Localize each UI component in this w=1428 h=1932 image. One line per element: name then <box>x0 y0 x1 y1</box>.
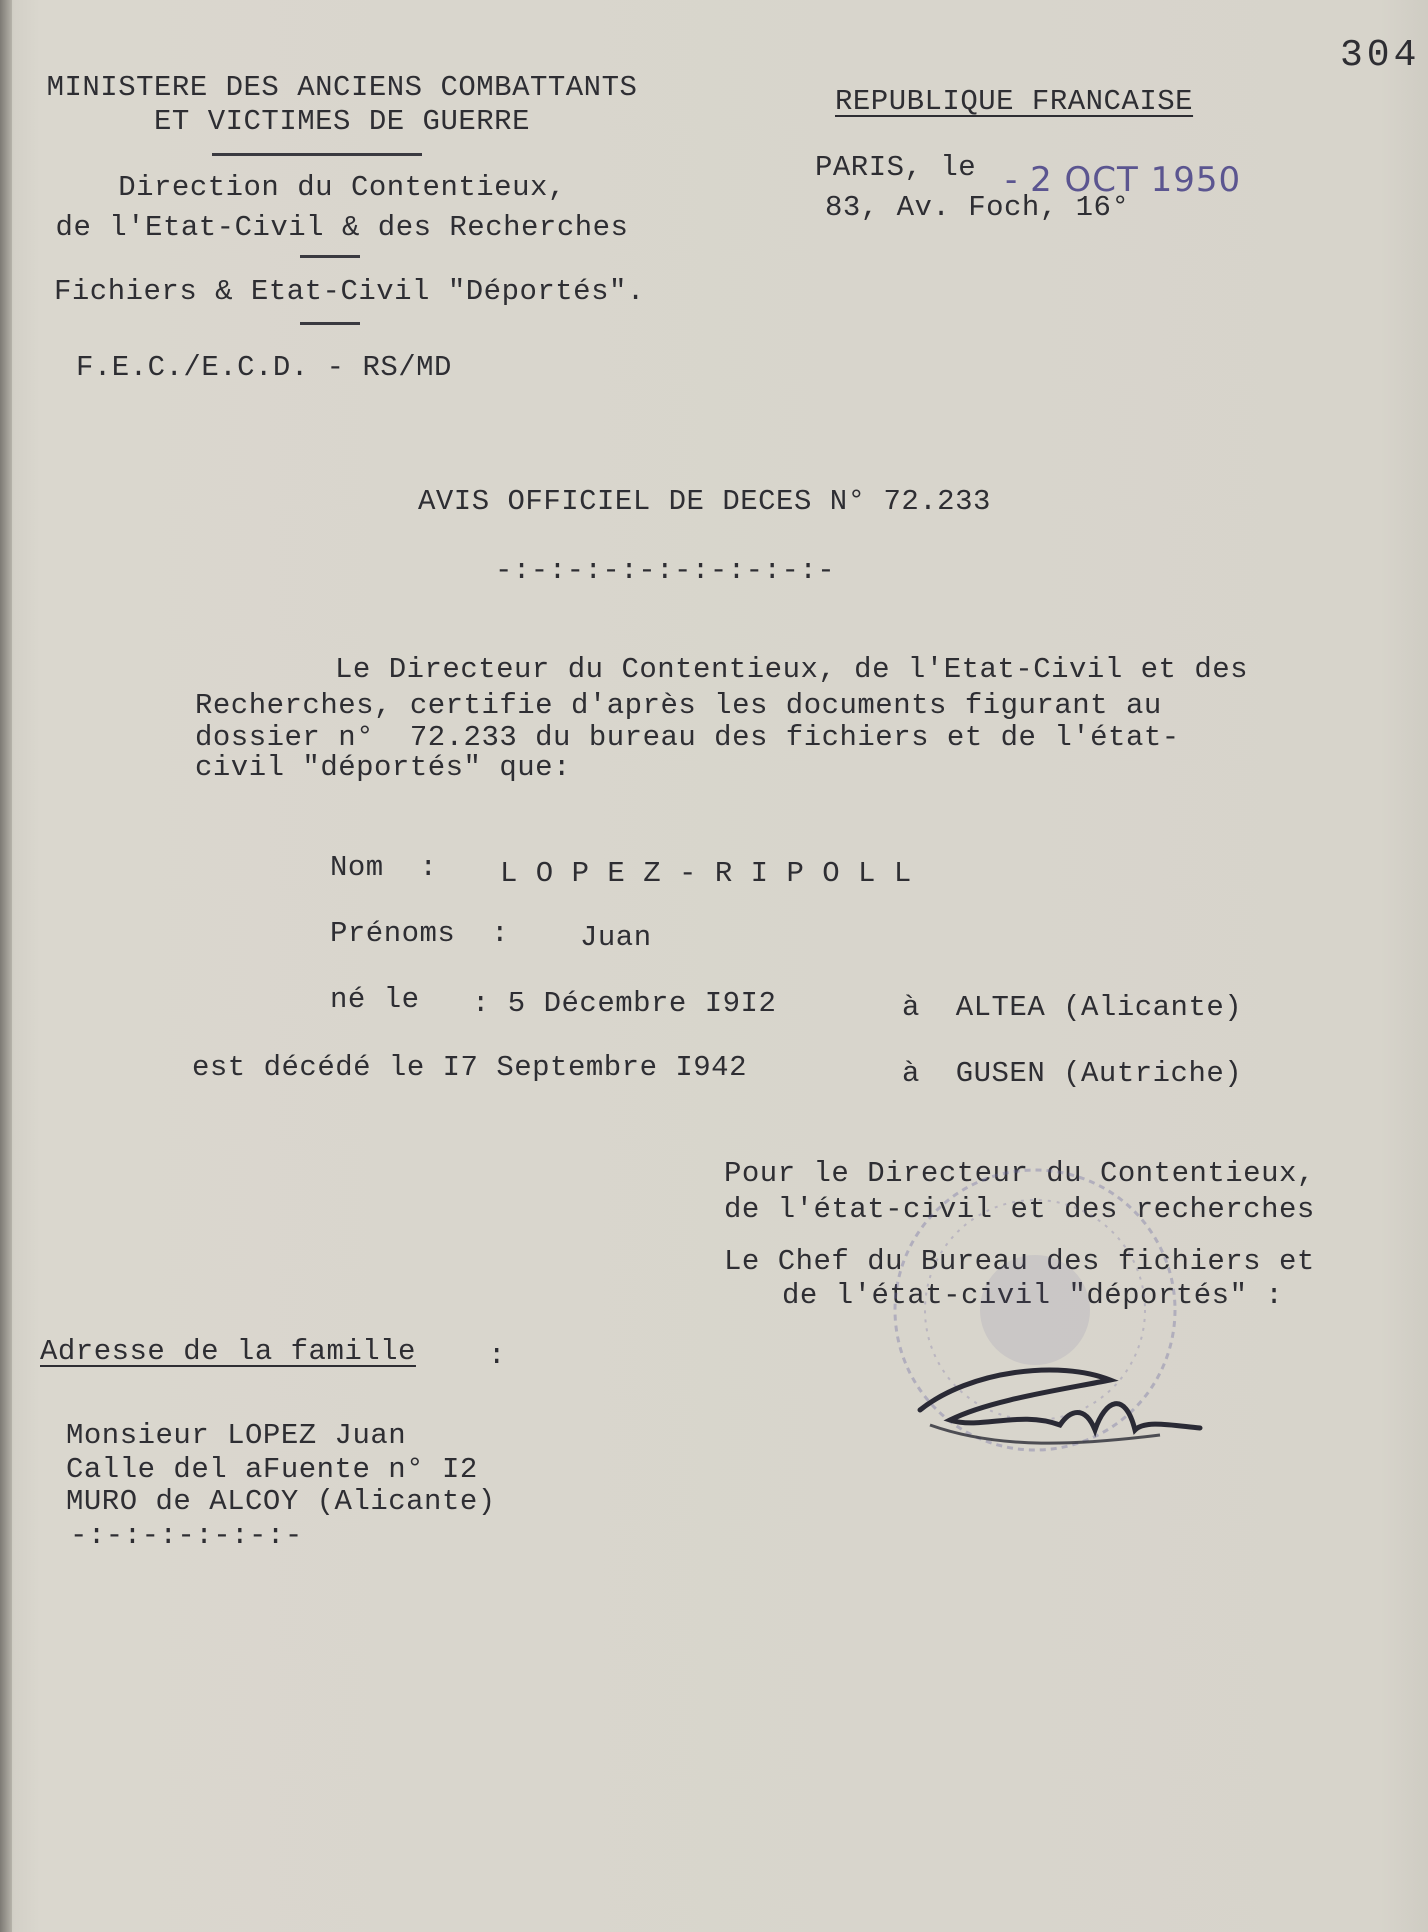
family-separator: -:-:-:-:-:-:- <box>70 1519 303 1552</box>
nom-value: L O P E Z - R I P O L L <box>500 857 912 890</box>
header-rule-1 <box>212 153 422 156</box>
family-city: MURO de ALCOY (Alicante) <box>66 1485 496 1518</box>
birth-date: : 5 Décembre I9I2 <box>472 987 777 1020</box>
fichiers-line: Fichiers & Etat-Civil "Déportés". <box>54 275 645 308</box>
birth-label: né le <box>330 983 420 1016</box>
signature-line-3: Le Chef du Bureau des fichiers et <box>724 1245 1315 1278</box>
family-name: Monsieur LOPEZ Juan <box>66 1419 407 1452</box>
signature-line-4: de l'état-civil "déportés" : <box>782 1279 1284 1312</box>
office-address: 83, Av. Foch, 16° <box>825 191 1130 224</box>
reference-code: F.E.C./E.C.D. - RS/MD <box>76 351 452 384</box>
header-rule-3 <box>300 322 360 325</box>
document-title: AVIS OFFICIEL DE DECES N° 72.233 <box>418 485 991 518</box>
page-number: 304 <box>1340 34 1421 77</box>
date-stamp: - 2 OCT 1950 <box>1005 160 1242 200</box>
prenoms-value: Juan <box>580 921 652 954</box>
body-line-3: dossier n° 72.233 du bureau des fichiers et de l'état- <box>195 721 1180 754</box>
signature-icon <box>910 1350 1230 1470</box>
body-line-1: Le Directeur du Contentieux, de l'Etat-Civil et des <box>335 653 1249 686</box>
nom-label: Nom : <box>330 851 438 884</box>
birth-place: à ALTEA (Alicante) <box>902 991 1243 1024</box>
signature-line-2: de l'état-civil et des recherches <box>724 1193 1315 1226</box>
prenoms-label: Prénoms : <box>330 917 510 950</box>
ministry-line-2: ET VICTIMES DE GUERRE <box>154 105 530 138</box>
header-rule-2 <box>300 255 360 258</box>
republique-heading: REPUBLIQUE FRANCAISE <box>835 85 1194 118</box>
paris-date-label: PARIS, le <box>815 151 977 184</box>
ministry-line-1: MINISTERE DES ANCIENS COMBATTANTS <box>46 71 638 104</box>
death-line: est décédé le I7 Septembre I942 <box>192 1051 747 1084</box>
title-separator: -:-:-:-:-:-:-:-:-:- <box>495 554 836 587</box>
family-address-label: Adresse de la famille <box>40 1335 416 1368</box>
death-place: à GUSEN (Autriche) <box>902 1057 1243 1090</box>
body-line-4: civil "déportés" que: <box>195 751 571 784</box>
binding-edge <box>0 0 12 1932</box>
body-line-2: Recherches, certifie d'après les documents figurant au <box>195 689 1162 722</box>
family-address-colon: : <box>488 1339 506 1372</box>
signature-line-1: Pour le Directeur du Contentieux, <box>724 1157 1315 1190</box>
direction-line-2: de l'Etat-Civil & des Recherches <box>55 211 629 244</box>
direction-line-1: Direction du Contentieux, <box>118 171 566 204</box>
family-street: Calle del aFuente n° I2 <box>66 1453 478 1486</box>
